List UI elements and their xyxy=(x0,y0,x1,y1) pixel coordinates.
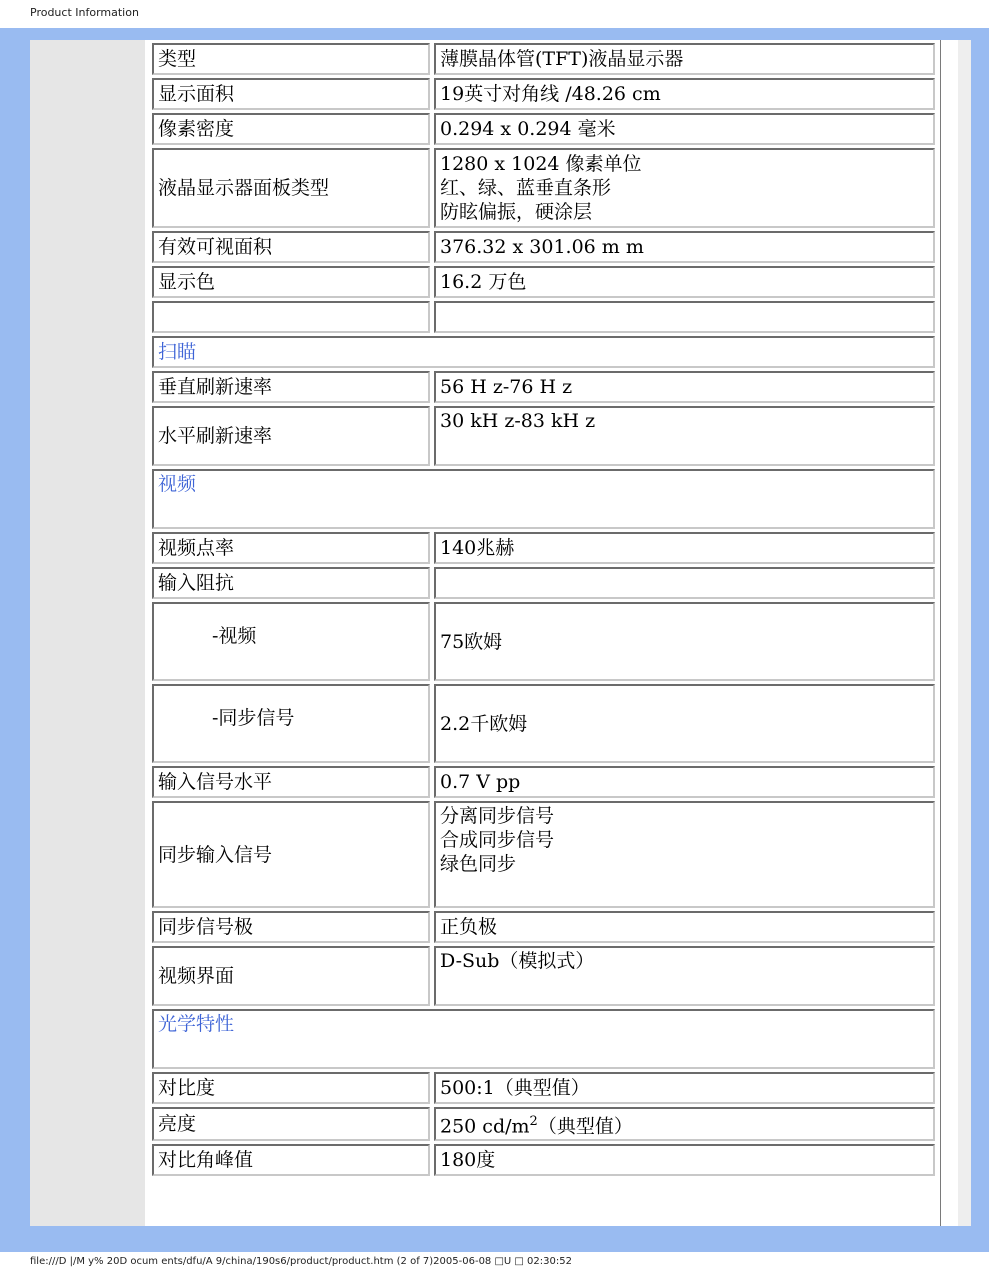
section-row xyxy=(152,1009,935,1069)
spec-label: 液晶显示器面板类型 xyxy=(152,148,430,228)
sync-input-line: 分离同步信号 xyxy=(440,805,555,827)
spec-label: 对比度 xyxy=(152,1072,430,1104)
spec-value: 75欧姆 xyxy=(434,602,935,681)
left-margin-strip xyxy=(30,40,145,1226)
table-row xyxy=(152,801,935,908)
page-header-title: Product Information xyxy=(30,6,139,19)
table-row xyxy=(152,1072,935,1104)
section-row xyxy=(152,469,935,529)
panel-type-line: 红、绿、蓝垂直条形 xyxy=(440,177,612,199)
section-title-scanning: 扫瞄 xyxy=(152,336,935,368)
spec-label: 亮度 xyxy=(152,1107,430,1141)
spec-label: 同步输入信号 xyxy=(152,801,430,908)
spec-label: 同步信号极 xyxy=(152,911,430,943)
spec-value-multiline xyxy=(434,148,935,228)
table-row xyxy=(152,231,935,263)
table-row xyxy=(152,532,935,564)
section-title-optical: 光学特性 xyxy=(152,1009,935,1069)
spec-value: 正负极 xyxy=(434,911,935,943)
spec-label: 水平刷新速率 xyxy=(152,406,430,466)
table-row xyxy=(152,602,935,681)
section-title-video: 视频 xyxy=(152,469,935,529)
spec-label: 像素密度 xyxy=(152,113,430,145)
spec-value: 30 kH z-83 kH z xyxy=(434,406,935,466)
spec-value xyxy=(434,1107,935,1141)
spec-value: 0.294 x 0.294 毫米 xyxy=(434,113,935,145)
spec-label: 输入信号水平 xyxy=(152,766,430,798)
table-row xyxy=(152,911,935,943)
right-rail xyxy=(940,40,958,1226)
sync-input-line: 合成同步信号 xyxy=(440,829,555,851)
spec-label: 显示面积 xyxy=(152,78,430,110)
page-footer-path: file:///D |/M y% 20D ocum ents/dfu/A 9/china/190s6/product/product.htm (2 of 7)2005-06-08 □U □ 02:30:52 xyxy=(30,1256,572,1267)
spec-label: 类型 xyxy=(152,43,430,75)
empty-cell xyxy=(434,567,935,599)
table-row xyxy=(152,301,935,333)
section-row xyxy=(152,336,935,368)
table-row xyxy=(152,946,935,1006)
spec-label: 对比角峰值 xyxy=(152,1144,430,1176)
brightness-value: 250 cd/m xyxy=(440,1115,530,1138)
impedance-sync-label: -同步信号 xyxy=(212,706,295,729)
table-row xyxy=(152,406,935,466)
table-row xyxy=(152,684,935,763)
table-row xyxy=(152,766,935,798)
table-row xyxy=(152,1107,935,1141)
spec-sublabel xyxy=(152,602,430,681)
spec-label: 垂直刷新速率 xyxy=(152,371,430,403)
spec-label: 视频界面 xyxy=(152,946,430,1006)
table-row xyxy=(152,43,935,75)
spec-value: 180度 xyxy=(434,1144,935,1176)
spec-value: 140兆赫 xyxy=(434,532,935,564)
table-row xyxy=(152,148,935,228)
brightness-suffix: （典型值） xyxy=(537,1115,633,1138)
spec-label: 有效可视面积 xyxy=(152,231,430,263)
spec-value: D-Sub（模拟式） xyxy=(434,946,935,1006)
spec-value: 薄膜晶体管(TFT)液晶显示器 xyxy=(434,43,935,75)
empty-cell xyxy=(152,301,430,333)
brightness-superscript: 2 xyxy=(529,1114,538,1129)
table-row xyxy=(152,371,935,403)
spec-table xyxy=(148,40,939,1179)
spec-value: 2.2千欧姆 xyxy=(434,684,935,763)
spec-value: 19英寸对角线 /48.26 cm xyxy=(434,78,935,110)
table-row xyxy=(152,113,935,145)
table-row xyxy=(152,78,935,110)
sync-input-line: 绿色同步 xyxy=(440,853,517,875)
spec-value-multiline xyxy=(434,801,935,908)
table-row xyxy=(152,266,935,298)
spec-value: 376.32 x 301.06 m m xyxy=(434,231,935,263)
spec-label: 视频点率 xyxy=(152,532,430,564)
spec-value: 500:1（典型值） xyxy=(434,1072,935,1104)
panel-type-line: 防眩偏振，硬涂层 xyxy=(440,201,593,223)
panel-type-line: 1280 x 1024 像素单位 xyxy=(440,153,642,175)
spec-value: 16.2 万色 xyxy=(434,266,935,298)
empty-cell xyxy=(434,301,935,333)
table-row xyxy=(152,1144,935,1176)
spec-label: 输入阻抗 xyxy=(152,567,430,599)
spec-sublabel xyxy=(152,684,430,763)
impedance-video-label: -视频 xyxy=(212,624,257,647)
right-rail-inner xyxy=(958,40,971,1226)
spec-value: 0.7 V pp xyxy=(434,766,935,798)
spec-value: 56 H z-76 H z xyxy=(434,371,935,403)
table-row xyxy=(152,567,935,599)
spec-label: 显示色 xyxy=(152,266,430,298)
